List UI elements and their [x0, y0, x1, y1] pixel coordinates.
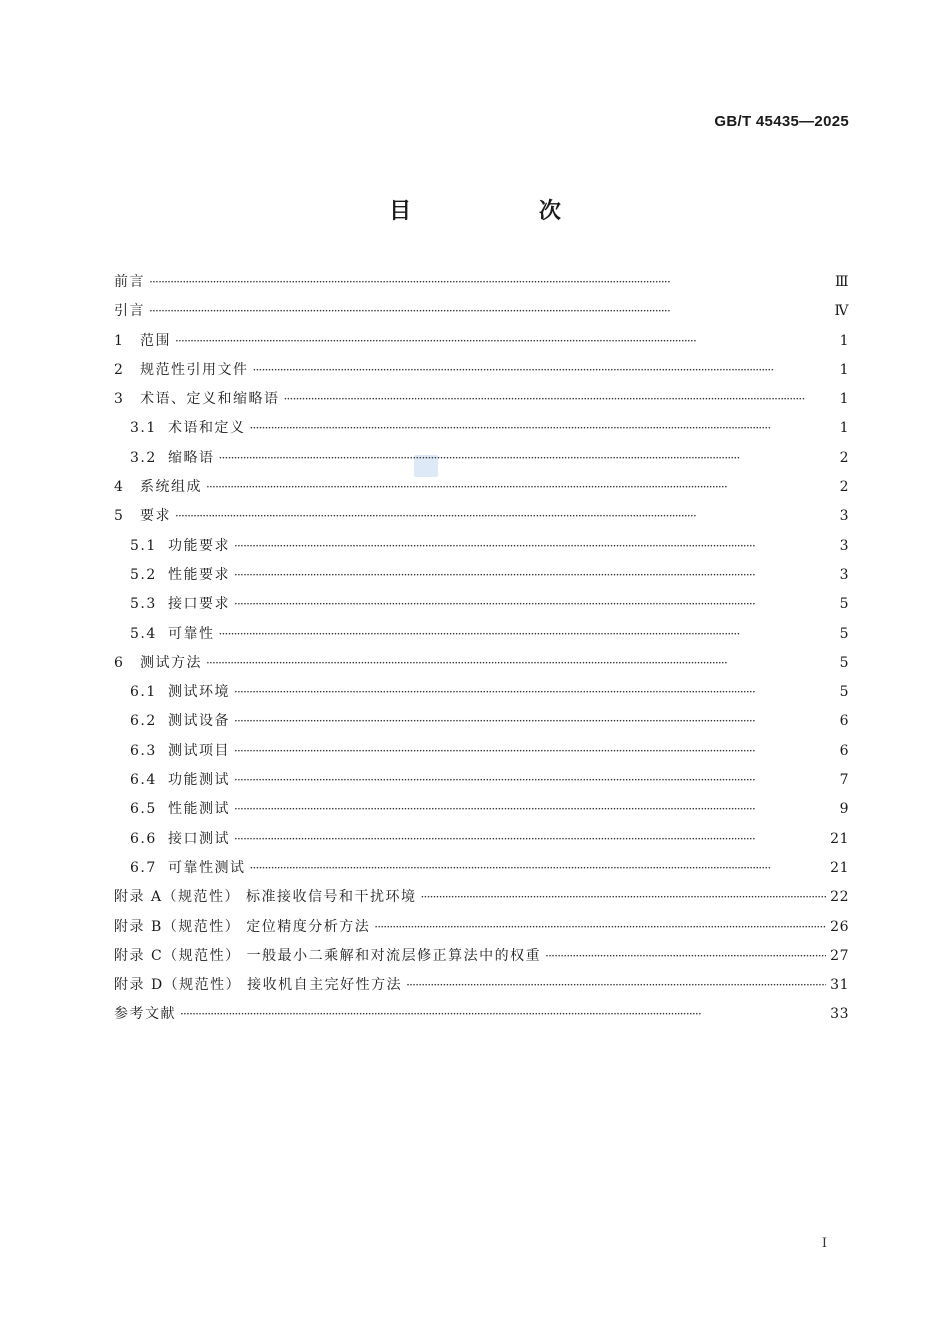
toc-entry-page: 2 — [839, 479, 849, 496]
toc-entry[interactable] — [114, 444, 849, 473]
toc-entry-page: 1 — [839, 420, 849, 437]
toc-entry-number: 6.6 — [130, 830, 157, 847]
toc-entry-label: 测试设备 — [168, 713, 230, 730]
toc-entry-page: Ⅲ — [834, 274, 849, 290]
toc-entry[interactable] — [114, 913, 849, 942]
toc-entry-page: 1 — [839, 332, 849, 349]
toc-entry-label: 附录 C（规范性） 一般最小二乘解和对流层修正算法中的权重 — [114, 947, 542, 964]
document-code: GB/T 45435—2025 — [714, 113, 849, 130]
toc-entry-number: 4 — [114, 479, 125, 496]
toc-dot-leader — [219, 620, 834, 649]
toc-entry-label: 规范性引用文件 — [140, 361, 249, 378]
toc-entry[interactable] — [114, 678, 849, 707]
toc-entry-label: 前言 — [114, 274, 145, 290]
toc-entry-label: 测试环境 — [168, 684, 230, 701]
toc-entry-page: 6 — [839, 742, 849, 759]
toc-dot-leader — [253, 356, 834, 385]
toc-entry[interactable] — [114, 737, 849, 766]
toc-entry-page: 3 — [839, 566, 849, 583]
toc-entry-label: 性能要求 — [168, 566, 230, 583]
toc-dot-leader — [206, 473, 833, 502]
toc-dot-leader — [250, 854, 827, 883]
toc-entry[interactable] — [114, 1000, 849, 1029]
toc-entry[interactable] — [114, 502, 849, 531]
toc-entry-page: 26 — [830, 918, 849, 935]
toc-entry-number: 5.2 — [130, 566, 157, 583]
toc-entry[interactable] — [114, 297, 849, 326]
toc-entry-page: 5 — [839, 684, 849, 701]
toc-entry-label: 附录 B（规范性） 定位精度分析方法 — [114, 918, 371, 935]
toc-entry-label: 范围 — [140, 332, 171, 349]
toc-entry-number: 3.2 — [130, 449, 157, 466]
toc-entry[interactable] — [114, 385, 849, 414]
toc-entry-page: Ⅳ — [834, 303, 849, 320]
toc-entry[interactable] — [114, 590, 849, 619]
toc-dot-leader — [219, 444, 834, 473]
toc-entry-label: 引言 — [114, 303, 145, 320]
toc-entry-number: 5.1 — [130, 537, 157, 554]
toc-dot-leader — [284, 385, 834, 414]
table-of-contents — [114, 268, 849, 1030]
toc-entry-page: 21 — [830, 830, 849, 847]
toc-entry-page: 9 — [839, 801, 849, 818]
toc-entry-page: 31 — [830, 977, 849, 994]
toc-entry[interactable] — [114, 561, 849, 590]
toc-entry-label: 可靠性测试 — [168, 859, 246, 876]
toc-entry-number: 6.1 — [130, 684, 157, 701]
toc-dot-leader — [149, 297, 831, 326]
toc-entry-label: 测试项目 — [168, 742, 230, 759]
toc-dot-leader — [234, 678, 833, 707]
toc-entry-page: 1 — [839, 361, 849, 378]
toc-entry[interactable] — [114, 356, 849, 385]
toc-entry[interactable] — [114, 942, 849, 971]
toc-entry-page: 22 — [830, 889, 849, 906]
toc-entry[interactable] — [114, 532, 849, 561]
page-number: I — [821, 1236, 827, 1251]
toc-entry[interactable] — [114, 825, 849, 854]
toc-title: 目 次 — [389, 199, 621, 224]
toc-entry-number: 3.1 — [130, 420, 157, 437]
toc-entry-page: 5 — [839, 654, 849, 671]
toc-dot-leader — [180, 1000, 826, 1029]
toc-dot-leader — [374, 913, 826, 942]
toc-entry-label: 性能测试 — [168, 801, 230, 818]
toc-entry-label: 功能要求 — [168, 537, 230, 554]
toc-entry-label: 系统组成 — [140, 479, 202, 496]
toc-dot-leader — [234, 737, 833, 766]
toc-entry-page: 6 — [839, 713, 849, 730]
toc-dot-leader — [234, 561, 833, 590]
toc-entry-label: 术语和定义 — [168, 420, 246, 437]
toc-entry-number: 3 — [114, 391, 125, 408]
toc-dot-leader — [406, 971, 826, 1000]
toc-entry[interactable] — [114, 268, 849, 297]
toc-dot-leader — [545, 942, 826, 971]
toc-entry-label: 缩略语 — [168, 449, 215, 466]
toc-dot-leader — [149, 268, 831, 297]
toc-entry-label: 功能测试 — [168, 772, 230, 789]
toc-entry[interactable] — [114, 971, 849, 1000]
toc-dot-leader — [234, 795, 833, 824]
toc-dot-leader — [206, 649, 833, 678]
toc-entry[interactable] — [114, 707, 849, 736]
toc-entry-number: 2 — [114, 361, 125, 378]
toc-entry-label: 附录 A（规范性） 标准接收信号和干扰环境 — [114, 889, 417, 906]
toc-entry-number: 6 — [114, 654, 125, 671]
toc-entry[interactable] — [114, 854, 849, 883]
toc-entry-number: 5.4 — [130, 625, 157, 642]
toc-entry-number: 6.4 — [130, 772, 157, 789]
toc-dot-leader — [234, 590, 833, 619]
toc-entry-number: 6.2 — [130, 713, 157, 730]
toc-entry[interactable] — [114, 883, 849, 912]
toc-entry-page: 33 — [830, 1006, 849, 1023]
toc-entry-page: 3 — [839, 508, 849, 525]
toc-entry-label: 术语、定义和缩略语 — [140, 391, 280, 408]
toc-entry-page: 27 — [830, 947, 849, 964]
toc-entry[interactable] — [114, 473, 849, 502]
toc-entry[interactable] — [114, 620, 849, 649]
toc-entry-page: 5 — [839, 625, 849, 642]
toc-entry-label: 接口要求 — [168, 596, 230, 613]
toc-entry[interactable] — [114, 649, 849, 678]
toc-dot-leader — [175, 327, 833, 356]
toc-dot-leader — [175, 502, 833, 531]
toc-dot-leader — [421, 883, 827, 912]
toc-dot-leader — [234, 766, 833, 795]
toc-entry-page: 7 — [839, 772, 849, 789]
toc-entry-label: 要求 — [140, 508, 171, 525]
toc-entry-number: 6.5 — [130, 801, 157, 818]
toc-entry[interactable] — [114, 766, 849, 795]
toc-entry[interactable] — [114, 795, 849, 824]
toc-dot-leader — [234, 707, 833, 736]
toc-entry-page: 5 — [839, 596, 849, 613]
toc-entry-page: 1 — [839, 391, 849, 408]
toc-dot-leader — [234, 825, 826, 854]
toc-dot-leader — [234, 532, 833, 561]
toc-entry-page: 3 — [839, 537, 849, 554]
toc-entry-page: 21 — [830, 859, 849, 876]
toc-entry-label: 接口测试 — [168, 830, 230, 847]
toc-entry-number: 5 — [114, 508, 125, 525]
toc-entry-number: 6.7 — [130, 859, 157, 876]
toc-entry-page: 2 — [839, 449, 849, 466]
toc-entry-label: 测试方法 — [140, 654, 202, 671]
toc-entry-label: 可靠性 — [168, 625, 215, 642]
toc-entry[interactable] — [114, 414, 849, 443]
toc-entry-label: 参考文献 — [114, 1006, 176, 1023]
toc-entry-label: 附录 D（规范性） 接收机自主完好性方法 — [114, 977, 403, 994]
toc-dot-leader — [250, 414, 834, 443]
toc-entry-number: 5.3 — [130, 596, 157, 613]
toc-entry-number: 1 — [114, 332, 125, 349]
toc-entry-number: 6.3 — [130, 742, 157, 759]
toc-entry[interactable] — [114, 327, 849, 356]
